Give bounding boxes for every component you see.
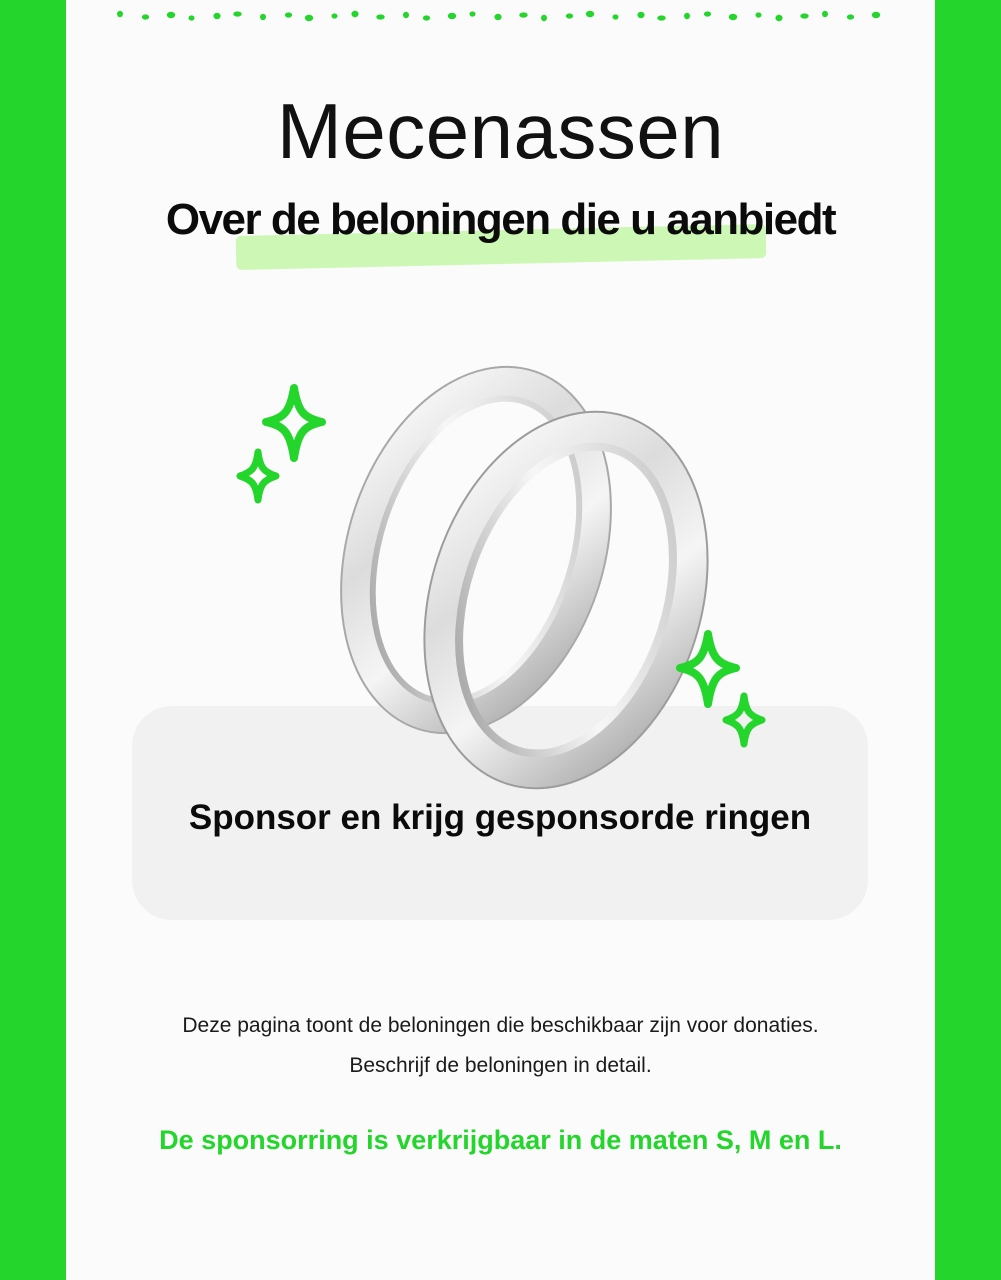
border-dot (117, 11, 123, 17)
border-dot (167, 12, 175, 18)
content-panel (66, 0, 935, 1280)
description (66, 1006, 935, 1086)
border-dot (519, 12, 527, 17)
border-dot (351, 11, 358, 17)
border-dot (332, 13, 338, 18)
border-dot (775, 15, 782, 21)
border-dot (448, 13, 456, 19)
border-dot (756, 12, 762, 17)
border-dot (847, 14, 854, 19)
border-dot (541, 15, 547, 21)
sparkle-icon (230, 380, 330, 510)
border-dot (684, 13, 690, 19)
size-note: De sponsorring is verkrijgbaar in de maten S, M en L. (159, 1125, 842, 1155)
border-dot (729, 14, 737, 20)
border-dot (800, 13, 808, 18)
border-dot (822, 11, 828, 17)
border-dot (704, 11, 711, 16)
border-dot (403, 12, 409, 18)
border-dot (213, 13, 220, 19)
border-dot (637, 12, 644, 18)
border-dot (586, 11, 594, 17)
border-dot (376, 14, 384, 19)
description-line: Deze pagina toont de beloningen die beschikbaar zijn voor donaties. (182, 1014, 819, 1037)
border-dot (305, 15, 313, 21)
border-dot (189, 15, 195, 20)
border-dot (142, 14, 149, 19)
dotted-border-decoration (66, 0, 935, 30)
page-subtitle: Over de beloningen die u aanbiedt (165, 195, 836, 244)
border-dot (470, 11, 476, 16)
page-title: Mecenassen (276, 87, 725, 175)
sparkle-icon (670, 626, 780, 756)
border-dot (423, 15, 430, 20)
reward-card-text: Sponsor en krijg gesponsorde ringen (188, 798, 812, 837)
border-dot (566, 13, 573, 18)
border-dot (260, 14, 266, 20)
border-dot (233, 11, 241, 16)
border-dot (494, 14, 501, 20)
border-dot (657, 15, 665, 20)
border-dot (872, 12, 880, 18)
subtitle-block (66, 192, 935, 272)
description-line: Beschrijf de beloningen in detail. (349, 1054, 652, 1077)
border-dot (613, 14, 619, 19)
border-dot (285, 12, 292, 17)
